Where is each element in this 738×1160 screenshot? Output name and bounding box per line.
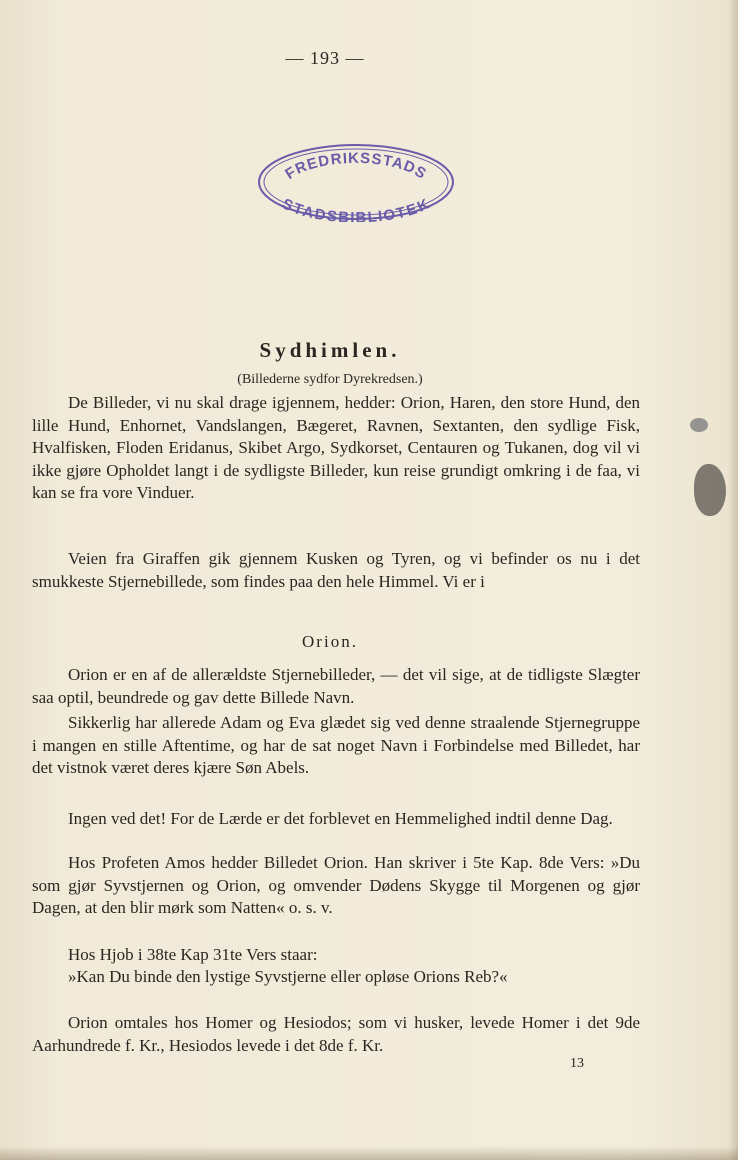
paragraph-orion-6: [32, 966, 640, 989]
section-subheading: (Billederne sydfor Dyrekredsen.): [237, 372, 423, 387]
paragraph-text: Veien fra Giraffen gik gjennem Kusken og Tyren, og vi befinder os nu i det smukkeste Stjernebillede, som findes paa den hele Himmel. Vi er i: [32, 549, 640, 591]
paragraph-text: De Billeder, vi nu skal drage igjennem, hedder: Orion, Haren, den store Hund, den lille Hund, Enhornet, Vandslangen, Bægeret, Ravnen, Sextanten, den sydlige Fisk, Hvalfisken, Floden Eridanus, Skibet Argo, Sydkorset, Centauren og Tukanen, dog vil vi ikke gjøre Opholdet langt i de sydligste Billeder, kun reise grundigt omkring i de faa, vi kan se fra vore Vinduer.: [32, 393, 640, 502]
paragraph-orion-1: [32, 664, 640, 709]
paragraph-orion-7: [32, 1012, 640, 1057]
paragraph-text: »Kan Du binde den lystige Syvstjerne eller opløse Orions Reb?«: [68, 967, 508, 986]
paragraph-orion-3: [32, 808, 640, 831]
page-bottom-edge: [0, 1146, 738, 1160]
library-stamp: [256, 142, 456, 222]
signature-mark: 13: [570, 1056, 584, 1071]
stamp-bottom-text: STADSBIBLIOTEK: [279, 195, 433, 222]
paragraph-text: Ingen ved det! For de Lærde er det forblevet en Hemmelighed indtil denne Dag.: [68, 809, 613, 828]
section-heading: Sydhimlen.: [259, 338, 401, 362]
paragraph-orion-2: [32, 712, 640, 780]
svg-text:STADSBIBLIOTEK: [279, 195, 433, 222]
paragraph-text: Hos Hjob i 38te Kap 31te Vers staar:: [68, 945, 318, 964]
paragraph-text: Orion omtales hos Homer og Hesiodos; som vi husker, levede Homer i det 9de Aarhundrede f. Kr., Hesiodos levede i det 8de f. Kr.: [32, 1013, 640, 1055]
page-edge-shadow: [728, 0, 738, 1160]
paragraph-route: [32, 548, 640, 593]
paragraph-orion-4: [32, 852, 640, 920]
subsection-title: Orion.: [302, 632, 358, 651]
stamp-top-text: FREDRIKSSTADS: [282, 149, 430, 183]
paragraph-text: Hos Profeten Amos hedder Billedet Orion. Han skriver i 5te Kap. 8de Vers: »Du som gjør Syvstjernen og Orion, og omvender Dødens Skygge til Morgenen og gjør Dagen, at den blir mørk som Natten« o. s. v.: [32, 853, 640, 917]
paragraph-text: Orion er en af de allerældste Stjernebilleder, — det vil sige, at de tidligste Slægter saa optil, beundrede og gav dette Billede Navn.: [32, 665, 640, 707]
paragraph-orion-5: [32, 944, 640, 967]
page-number: — 193 —: [285, 48, 365, 68]
stain-large: [694, 464, 726, 516]
stain-small: [690, 418, 708, 432]
paragraph-text: Sikkerlig har allerede Adam og Eva glædet sig ved denne straalende Stjernegruppe i mangen en stille Aftentime, og har de sat noget Navn i Forbindelse med Billedet, har det vistnok været deres kjære Søn Abels.: [32, 713, 640, 777]
paragraph-intro: [32, 392, 640, 505]
